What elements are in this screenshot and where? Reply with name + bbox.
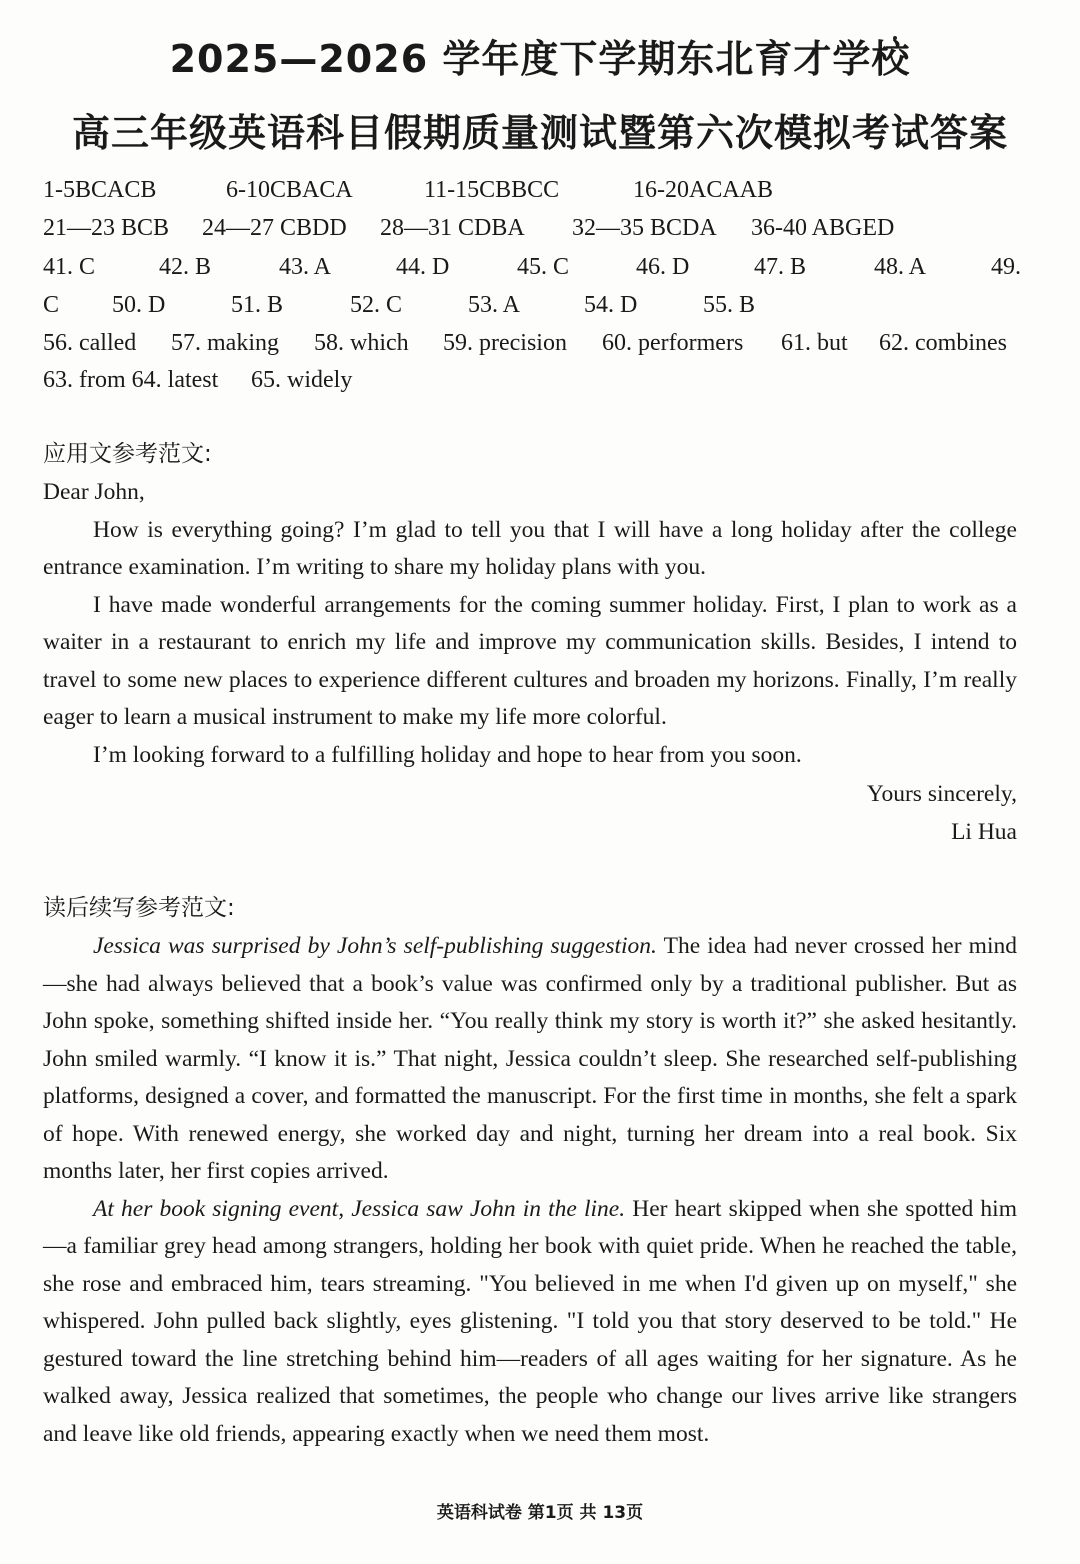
answer-row-5 (43, 325, 1037, 362)
answer-item: 11-15CBBCC (424, 177, 560, 203)
answer-item: 62. combines (879, 330, 1007, 356)
answer-item: 21—23 BCB (43, 215, 170, 241)
answer-item: 1-5BCACB (43, 177, 157, 203)
letter-signature: Li Hua (951, 819, 1017, 845)
letter-paragraph-2: I have made wonderful arrangements for the coming summer holiday. First, I plan to work as a waiter in a restaurant to enrich my life and improve my communication skills. Besides, I intend to travel to some new places to experience different cultures and broaden my horizons. Finally, I’m really eager to learn a musical instrument to make my life more colorful. (43, 591, 1017, 730)
answer-item: 54. D (584, 292, 638, 318)
letter-paragraph-1: How is everything going? I’m glad to tell you that I will have a long holiday after the college entrance examination. I’m writing to share my holiday plans with you. (43, 516, 1017, 580)
continuation-paragraph-2 (43, 1191, 1017, 1454)
answer-item: 24—27 CBDD (202, 215, 347, 241)
answer-row-3 (43, 249, 1037, 286)
answer-row-1 (43, 172, 1037, 209)
title-line-1: 2025—2026 学年度下学期东北育才学校 (169, 37, 911, 81)
answer-item: 16-20ACAAB (633, 177, 774, 203)
answer-item: 51. B (231, 292, 284, 318)
answer-row-2 (43, 210, 1037, 247)
answer-item: 53. A (468, 292, 521, 318)
answer-item: 55. B (703, 292, 756, 318)
answer-item: 48. A (874, 254, 927, 280)
answer-item: C (43, 292, 60, 318)
paragraph-2-body: Her heart skipped when she spotted him —a familiar grey head among strangers, holding her book with quiet pride. When he reached the table, she rose and embraced him, tears streaming. "You believed in me when I'd given up on myself," she whispered. John pulled back slightly, eyes glistening. "I told you that story deserved to be told." He gestured toward the line stretching behind him—readers of all ages waiting for her signature. As he walked away, Jessica realized that sometimes, the people who change our lives arrive like strangers and leave like old friends, appearing exactly when we need them most. (43, 1195, 1017, 1447)
answer-item: 41. C (43, 254, 96, 280)
answer-item: 61. but (781, 330, 848, 356)
answer-item: 44. D (396, 254, 450, 280)
answer-item: 49. (991, 254, 1021, 280)
continuation-heading: 读后续写参考范文: (43, 895, 235, 921)
continuation-body (43, 928, 1017, 1453)
letter-body (43, 474, 1017, 774)
answer-item: 46. D (636, 254, 690, 280)
answer-item: 47. B (754, 254, 807, 280)
answer-item: 50. D (112, 292, 166, 318)
answer-item: 59. precision (443, 330, 567, 356)
answer-row-6 (43, 362, 1037, 399)
letter-closing: Yours sincerely, (866, 781, 1017, 807)
paragraph-2-lead: At her book signing event, Jessica saw John in the line. (93, 1195, 626, 1222)
answer-item: 32—35 BCDA (572, 215, 717, 241)
answer-item: 36-40 ABGED (751, 215, 895, 241)
answer-item: 60. performers (602, 330, 744, 356)
answer-item: 42. B (159, 254, 212, 280)
continuation-paragraph-1 (43, 928, 1017, 1191)
answer-item: 43. A (279, 254, 332, 280)
letter-salutation: Dear John, (43, 479, 145, 505)
answer-item: 56. called (43, 330, 137, 356)
letter-heading: 应用文参考范文: (43, 441, 212, 467)
title-line-2: 高三年级英语科目假期质量测试暨第六次模拟考试答案 (71, 111, 1008, 155)
paragraph-1-lead: Jessica was surprised by John’s self-publishing suggestion. (93, 933, 657, 959)
answer-item: 45. C (517, 254, 570, 280)
answer-row-4 (43, 287, 1037, 324)
answer-item: 28—31 CDBA (380, 215, 525, 241)
paragraph-1-body: The idea had never crossed her mind —she had always believed that a book’s value was confirmed only by a traditional publisher. But as John spoke, something shifted inside her. “You really think my story is worth it?” she asked hesitantly. John smiled warmly. “I know it is.” That night, Jessica couldn’t sleep. She researched self-publishing platforms, designed a cover, and formatted the manuscript. For the first time in months, she felt a spark of hope. With renewed energy, she worked day and night, turning her dream into a real book. Six months later, her first copies arrived. (43, 933, 1017, 1184)
answer-item: 65. widely (251, 367, 353, 393)
page-footer: 英语科试卷 第1页 共 13页 (436, 1503, 644, 1523)
letter-paragraph-3: I’m looking forward to a fulfilling holiday and hope to hear from you soon. (93, 741, 802, 768)
answer-item: 58. which (314, 330, 409, 356)
answer-item: 6-10CBACA (226, 177, 353, 203)
answer-item: 57. making (171, 330, 279, 356)
answer-item: 63. from 64. latest (43, 367, 219, 393)
answer-item: 52. C (350, 292, 403, 318)
